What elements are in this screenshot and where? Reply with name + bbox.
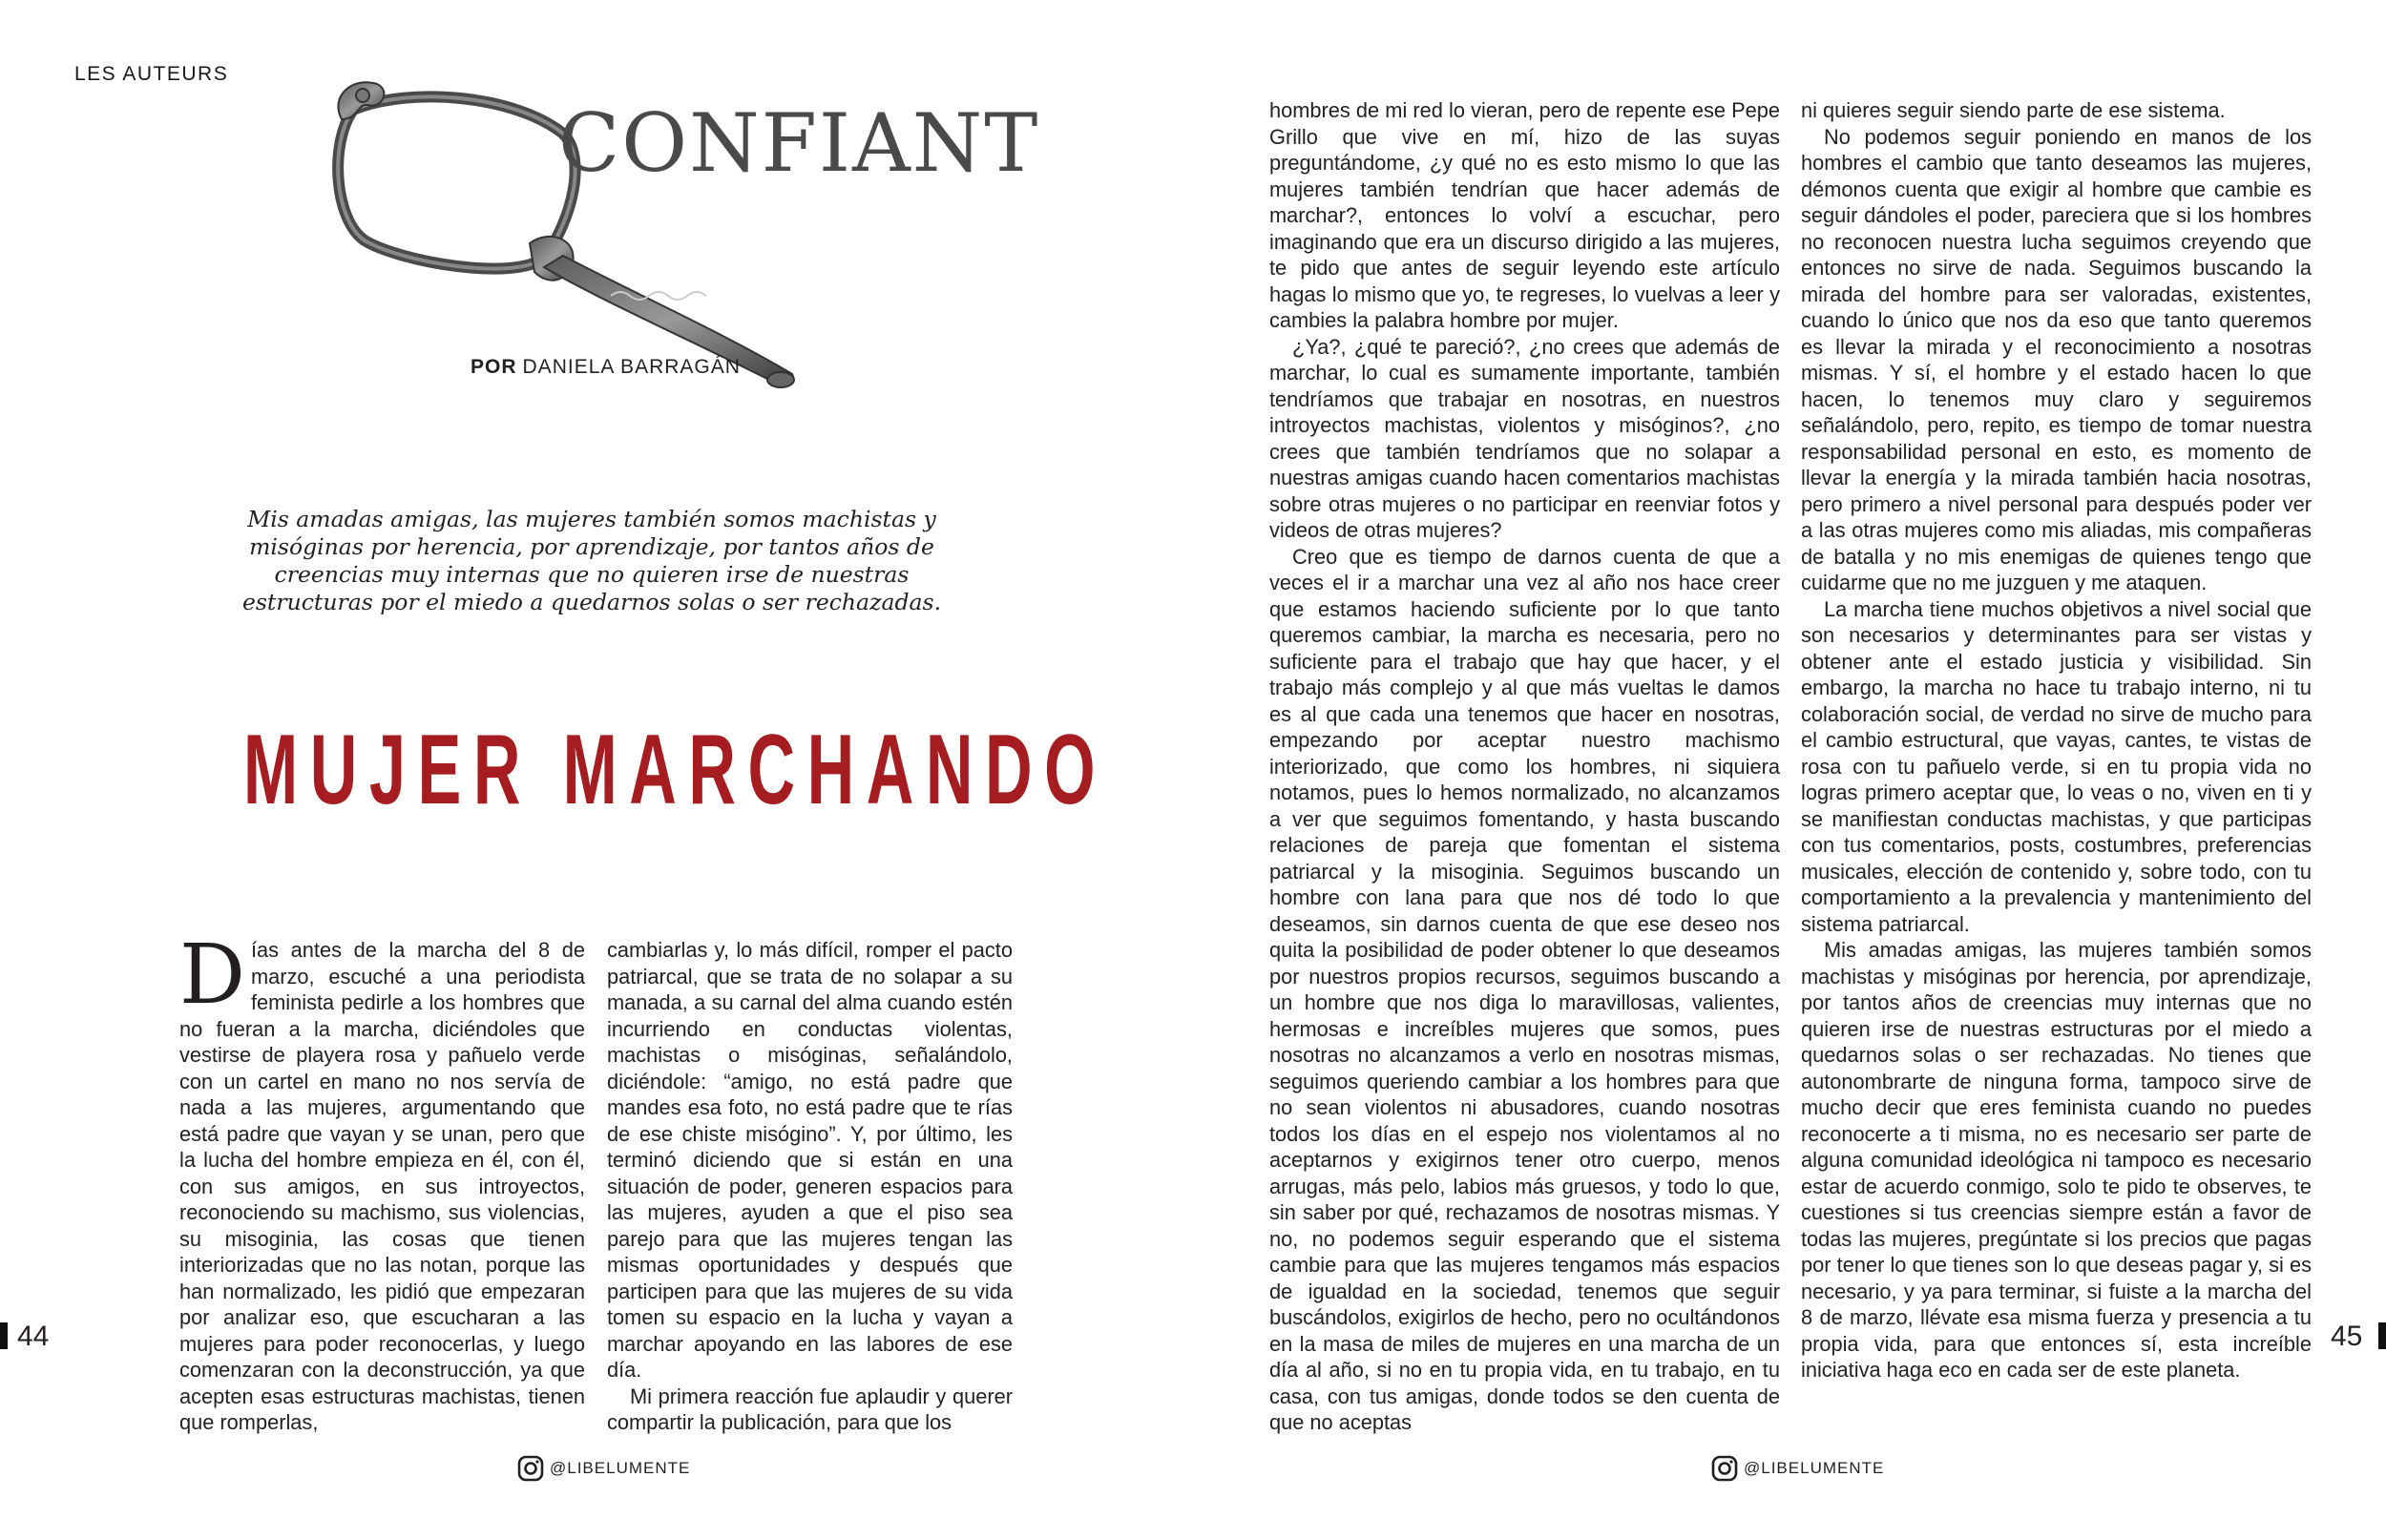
article-column-1 — [179, 927, 585, 1436]
paragraph: Mis amadas amigas, las mujeres también somos machistas y misóginas por herencia, por aprendizaje, por tantos años de creencias muy internas que no quieren irse de nuestras estructuras por el miedo a quedarnos solas o ser rechazadas. No tienes que autonombrarte de ninguna forma, tampoco sirve de mucho decir que eres feminista cuando no puedes reconocerte a ti misma, no es necesario ser parte de alguna comunidad ideológica ni tampoco es necesario estar de acuerdo conmigo, solo te pido te observes, te cuestiones si tus creencias siempre están a favor de todas las mujeres, pregúntate si los precios que pagas por tener lo que tienes son lo que deseas pagar y, si es necesario, y ya para terminar, si fuiste a la marcha del 8 de marzo, llévate esa misma fuerza y presencia a tu propia vida, para que entonces sí, esta increíble iniciativa haga eco en cada ser de este planeta. — [1801, 938, 2312, 1382]
paragraph-text: ías antes de la marcha del 8 de marzo, escuché a una periodista feminista pedirle a los hombres que no fueran a la marcha, diciéndoles que vestirse de playera rosa y pañuelo verde con un cartel en mano no nos servía de nada a las mujeres, argumentando que está padre que vayan y se unan, pero que la lucha del hombre empieza en él, con él, con sus amigos, en sus introyectos, reconociendo su machismo, sus violencias, su misoginia, las cosas que tienen interiorizadas que no las notan, porque las han normalizado, les pidió que empezaran por analizar eso, que escucharan a las mujeres para poder reconocerlas, y luego comenzaran con la deconstrucción, ya que acepten esas estructuras machistas, tienen que romperlas, — [179, 938, 585, 1434]
article-column-3 — [1269, 97, 1780, 1436]
social-handle[interactable] — [1711, 1455, 1884, 1482]
headline: MUJER MARCHANDO — [243, 715, 1108, 825]
paragraph — [179, 927, 585, 1436]
logo-word: CONFIANT — [558, 96, 1040, 190]
paragraph: No podemos seguir poniendo en manos de los hombres el cambio que tanto deseamos las mujeres, démonos cuenta que exigir al hombre que cambie es seguir dándoles el poder, pareciera que si los hombres no reconocen nuestra lucha seguimos creyendo que entonces no sirve de nada. Seguimos buscando la mirada del hombre para ser valoradas, existentes, cuando lo único que nos da eso que tanto queremos es llevar la mirada y el reconocimiento a nosotras mismas. Y sí, el hombre y el estado hacen lo que hacen, lo tenemos muy claro y seguiremos señalándolo, pero, repito, es tiempo de tomar nuestra responsabilidad personal en esto, es momento de llevar la energía y la mirada también hacia nosotras, pero primero a nivel personal para después poder ver a las otras mujeres como mis aliadas, mis compañeras de batalla y no mis enemigas de quienes tengo que cuidarme que no me juzguen y me ataquen. — [1801, 124, 2312, 594]
paragraph: Creo que es tiempo de darnos cuenta de que a veces el ir a marchar una vez al año nos hace creer que estamos haciendo suficiente por lo que tanto queremos cambiar, la marcha es necesaria, pero no suficiente para el trabajo que hay que hacer, y el trabajo más complejo y al que más vueltas le damos es al que cada una tenemos que hacer en nosotras, empezando por aceptar nuestro machismo interiorizado, que como los hombres, ni siquiera notamos, pues lo hemos normalizado, no alcanzamos a ver que seguimos fomentando, y hasta buscando relaciones de pareja que fomentan el sistema patriarcal y la misoginia. Seguimos buscando un hombre con lana para que nos dé todo lo que deseamos, sin darnos cuenta de que ese deseo nos quita la posibilidad de poder obtener lo que deseamos por nuestros propios recursos, seguimos buscando a un hombre que nos diga lo maravillosas, valientes, hermosas e increíbles mujeres que somos, pues nosotras no alcanzamos a verlo en nosotras mismas, seguimos queriendo cambiar a los hombres para que no sean violentos ni abusadores, cuando nosotras todos los días en el espejo nos violentamos al no aceptarnos y exigirnos tener otro cuerpo, menos arrugas, más pelo, labios más gruesos, y todo lo que, sin saber por qué, rechazamos de nosotras mismas. Y no, no podemos seguir esperando que el sistema cambie para que las mujeres tengamos más espacios de igualdad en la sociedad, tenemos que seguir buscándolos, exigirlos de hecho, pero no ocultándonos en la masa de miles de mujeres en una marcha de un día al año, si no en tu propia vida, en tu trabajo, en tu casa, con tus amigas, donde todos se den cuenta de que no aceptas — [1269, 544, 1780, 1434]
instagram-icon — [1711, 1455, 1738, 1482]
byline-author: DANIELA BARRAGÁN — [522, 356, 741, 378]
article-column-4 — [1801, 97, 2312, 1384]
paragraph: hombres de mi red lo vieran, pero de repente ese Pepe Grillo que vive en mí, hizo de las suyas preguntándome, ¿y qué no es esto mismo lo que las mujeres también tendrían que hacer además de marchar?, entonces lo volví a escuchar, pero imaginando que era un discurso dirigido a las mujeres, te pido que antes de seguir leyendo este artículo hagas lo mismo que yo, te regreses, lo vuelvas a leer y cambies la palabra hombre por mujer. — [1269, 98, 1780, 332]
article-column-2 — [607, 937, 1013, 1436]
paragraph: cambiarlas y, lo más difícil, romper el pacto patriarcal, que se trata de no solapar a su manada, a su carnal del alma cuando estén incurriendo en conductas violentas, machistas o misóginas, señalándolo, diciéndole: “amigo, no está padre que mandes esa foto, no está padre que te rías de ese chiste misógino”. Y, por último, les terminó diciendo que si están en una situación de poder, generen espacios para las mujeres, ayuden a que el piso sea parejo para que las mujeres tengan las mismas oportunidades y después que participen para que las mujeres de su vida tomen su espacio en la lucha y vayan a marchar apoyando en las labores de ese día. — [607, 938, 1013, 1382]
social-handle[interactable] — [517, 1455, 690, 1482]
page-number: 45 — [2331, 1321, 2363, 1352]
byline — [471, 356, 741, 379]
page-marker — [2378, 1322, 2386, 1349]
paragraph: Mi primera reacción fue aplaudir y querer compartir la publicación, para que los — [607, 1384, 1013, 1434]
paragraph: ni quieres seguir siendo parte de ese sistema. — [1801, 98, 2226, 122]
right-page — [1193, 0, 2386, 1540]
instagram-icon — [517, 1455, 544, 1482]
drop-cap: D — [179, 927, 245, 1023]
intro-quote: Mis amadas amigas, las mujeres también somos machistas y misóginas por herencia, por aprendizaje, por tantos años de creencias muy internas que no quieren irse de nuestras estructuras por el miedo a quedarnos solas o ser rechazadas. — [241, 506, 942, 615]
paragraph: ¿Ya?, ¿qué te pareció?, ¿no crees que además de marchar, lo cual es sumamente importante, también tendríamos que trabajar en nosotras, en nuestros introyectos machistas, violentos y misóginos?, ¿no crees que también tendríamos que no solapar a nuestras amigas cuando hacen comentarios machistas sobre otras mujeres o no participar en reenviar fotos y videos de otras mujeres? — [1269, 334, 1780, 542]
section-tag: LES AUTEURS — [74, 63, 229, 85]
social-handle-text: @LIBELUMENTE — [1744, 1459, 1885, 1477]
paragraph: La marcha tiene muchos objetivos a nivel social que son necesarios y determinantes para ser vistas y obtener ante el estado justicia y visibilidad. Sin embargo, la marcha no hace tu trabajo interno, ni tu colaboración social, de verdad no sirve de mucho para el cambio estructural, que vayas, cantes, te vistas de rosa con tu pañuelo verde, si en tu propia vida no logras primero aceptar que, lo veas o no, viven en ti y se manifiestan conductas machistas, y que participas con tus comentarios, posts, costumbres, preferencias musicales, elección de contenido y, sobre todo, con tu comportamiento a la prevalencia y mantenimiento del sistema patriarcal. — [1801, 596, 2312, 936]
social-handle-text: @LIBELUMENTE — [550, 1459, 691, 1477]
page-number: 44 — [17, 1321, 50, 1352]
byline-prefix: POR — [471, 356, 517, 378]
page-marker — [0, 1322, 8, 1349]
